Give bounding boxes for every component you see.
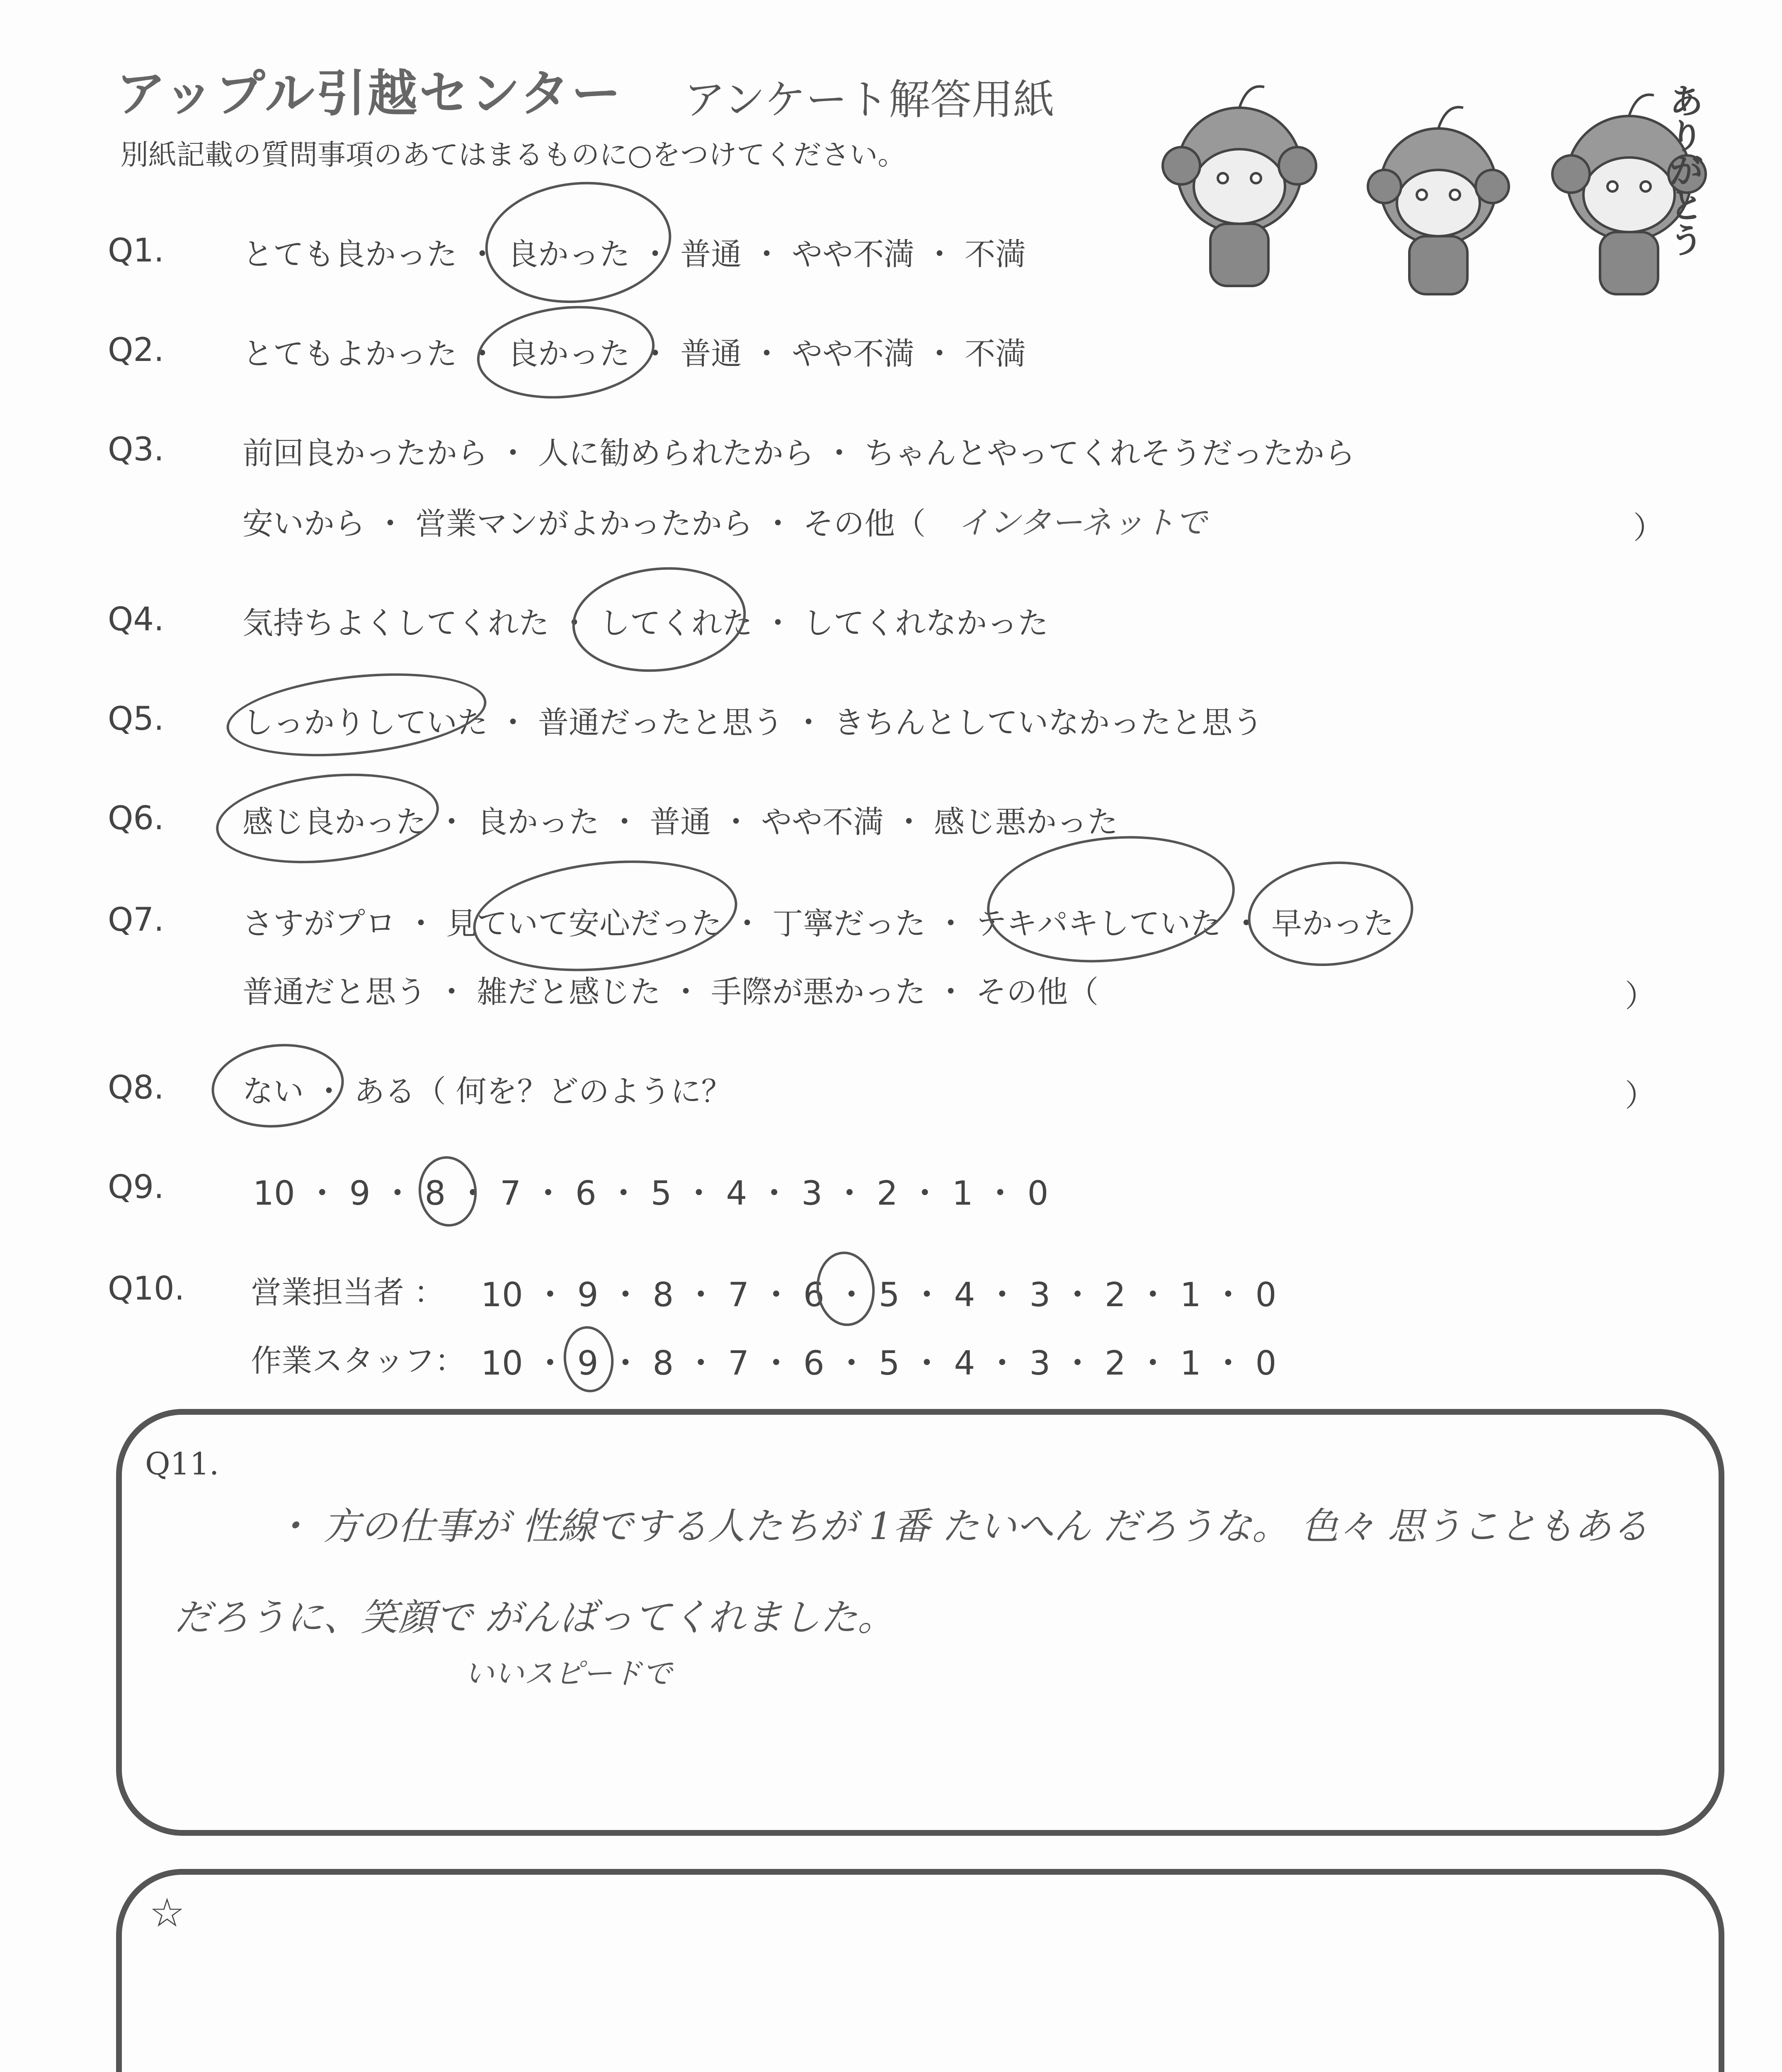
q10-sales-answer-mark: [813, 1249, 878, 1329]
form-title: アップル引越センター: [116, 65, 623, 123]
q8-label: Q8.: [108, 1069, 164, 1106]
q11-comment-line3: いいスピードで: [464, 1656, 672, 1691]
q10-sales-label: 営業担当者 ：: [251, 1275, 445, 1310]
q1-label: Q1.: [108, 232, 164, 269]
q11-comment-line2: だろうに、笑顔で がんばってくれました。: [174, 1596, 895, 1639]
q2-label: Q2.: [108, 332, 164, 369]
q11-label: Q11.: [145, 1446, 219, 1482]
q3-options-line2[interactable]: 安いから ・ 営業マンがよかったから ・ その他（: [242, 506, 926, 542]
q10-staff-answer-mark: [560, 1324, 617, 1395]
thanks-badge: ありがとう: [1663, 83, 1704, 257]
q6-options[interactable]: 感じ良かった ・ 良かった ・ 普通 ・ やや不満 ・ 感じ悪かった: [242, 804, 1118, 840]
q6-label: Q6.: [108, 800, 164, 837]
q7-answer-mark-1: [468, 848, 743, 983]
q1-answer-mark: [479, 173, 677, 312]
q4-label: Q4.: [108, 601, 164, 638]
q7-answer-mark-3: [1243, 854, 1418, 974]
q9-scale[interactable]: 10 ・ 9 ・ 8 ・ 7 ・ 6 ・ 5 ・ 4 ・ 3 ・ 2 ・ 1 ・ 0: [253, 1174, 1049, 1213]
q5-label: Q5.: [108, 700, 164, 738]
q9-label: Q9.: [108, 1169, 164, 1206]
q10-sales-scale[interactable]: 10 ・ 9 ・ 8 ・ 7 ・ 6 ・ 5 ・ 4 ・ 3 ・ 2 ・ 1 ・ 0: [481, 1276, 1277, 1314]
q11-comment-line1: ・ 方の仕事が 性線でする人たちが 1番 たいへん だろうな。 色々 思うこともある: [274, 1505, 1649, 1548]
q3-other-answer: インターネットで: [958, 504, 1207, 541]
q3-options-line1[interactable]: 前回良かったから ・ 人に勧められたから ・ ちゃんとやってくれそうだったから: [242, 436, 1355, 471]
star-icon: ☆: [149, 1890, 185, 1936]
monkey-mascots-icon: [1152, 66, 1724, 298]
q3-close-paren: ）: [1633, 510, 1664, 546]
q4-answer-mark: [567, 559, 751, 680]
q10-staff-label: 作業スタッフ：: [251, 1343, 466, 1379]
q2-options[interactable]: とてもよかった ・ 良かった ・ 普通 ・ やや不満 ・ 不満: [242, 336, 1026, 372]
q8-answer-mark: [207, 1038, 348, 1134]
q7-answer-mark-2: [981, 824, 1241, 974]
q4-options[interactable]: 気持ちよくしてくれた ・ してくれた ・ してくれなかった: [242, 605, 1049, 641]
instruction-text: 別紙記載の質問事項のあてはまるものに○をつけてください。: [120, 139, 906, 172]
q1-options[interactable]: とても良かった ・ 良かった ・ 普通 ・ やや不満 ・ 不満: [242, 237, 1026, 272]
q10-staff-scale[interactable]: 10 ・ 9 ・ 8 ・ 7 ・ 6 ・ 5 ・ 4 ・ 3 ・ 2 ・ 1 ・ 0: [481, 1344, 1277, 1382]
form-subtitle: アンケート解答用紙: [684, 75, 1055, 124]
q2-answer-mark: [473, 298, 659, 407]
q8-close-paren: ）: [1625, 1078, 1656, 1113]
q5-options[interactable]: しっかりしていた ・ 普通だったと思う ・ きちんとしていなかったと思う: [242, 705, 1263, 741]
q5-answer-mark: [223, 662, 490, 768]
star-comment-box[interactable]: [116, 1869, 1724, 2072]
q7-label: Q7.: [108, 901, 164, 939]
q8-options[interactable]: ない ・ ある（ 何を？どのように？: [242, 1074, 732, 1109]
q9-answer-mark: [415, 1153, 480, 1230]
q7-options-line2[interactable]: 普通だと思う ・ 雑だと感じた ・ 手際が悪かった ・ その他（: [242, 974, 1099, 1010]
q6-answer-mark: [212, 763, 444, 873]
q7-close-paren: ）: [1625, 978, 1656, 1014]
q7-options-line1[interactable]: さすがプロ ・ 見ていて安心だった ・ 丁寧だった ・ テキパキしていた ・ 早かった: [242, 906, 1394, 942]
q10-label: Q10.: [108, 1270, 185, 1307]
q3-label: Q3.: [108, 431, 164, 468]
